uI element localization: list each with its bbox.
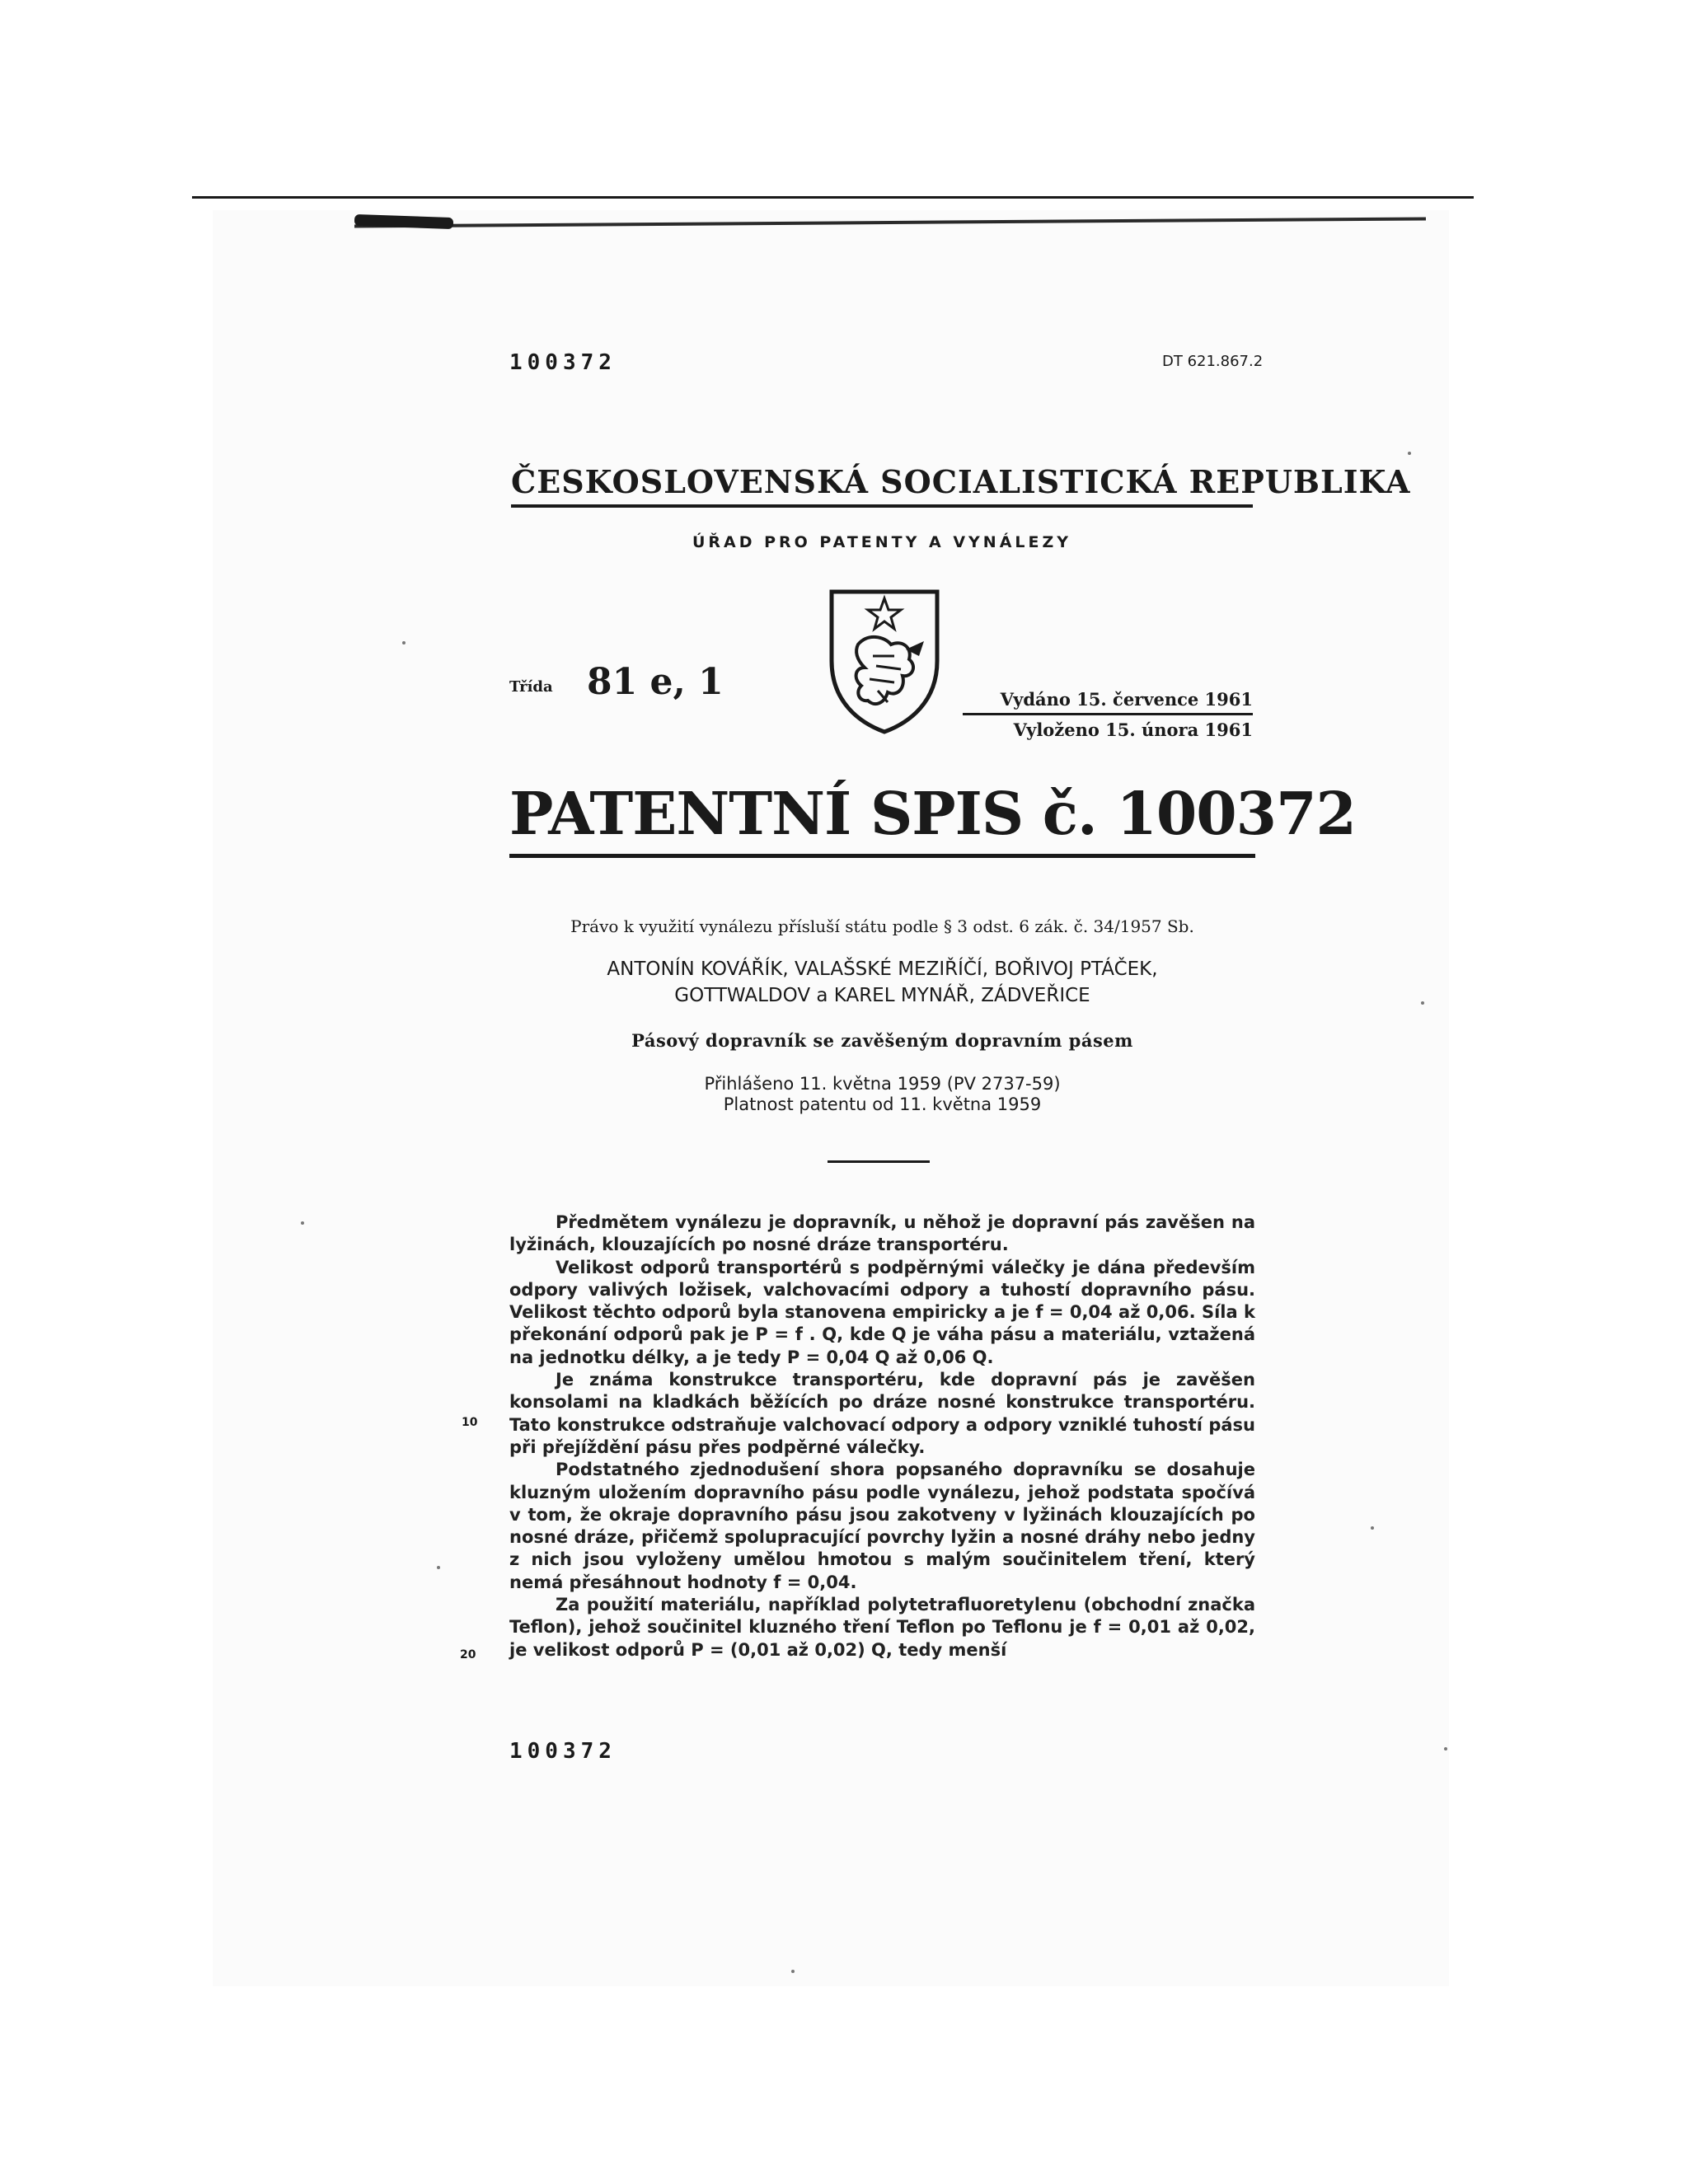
authors-block	[509, 956, 1255, 1009]
scan-speck	[1408, 452, 1411, 455]
invention-subject: Pásový dopravník se zavěšeným dopravním pásem	[631, 1030, 1133, 1051]
patent-validity: Platnost patentu od 11. května 1959	[723, 1094, 1042, 1114]
issued-date: Vydáno 15. července 1961	[963, 689, 1253, 715]
body-paragraph: Podstatného zjednodušení shora popsaného dopravníku se dosahuje kluzným uložením dopravního pásu podle vynálezu, jehož podstata spočívá v tom, že okraje dopravního pásu jsou zakotveny v lyžinách klouzajících po nosné dráze, přičemž spolupracující povrchy lyžin a nosné dráhy nebo jedny z nich jsou vyloženy umělou hmotou s malým součinitelem tření, který nemá přesáhnout hodnoty f = 0,04.	[509, 1460, 1255, 1592]
authors-line-1: ANTONÍN KOVÁŘÍK, VALAŠSKÉ MEZIŘÍČÍ, BOŘIVOJ PTÁČEK,	[607, 958, 1158, 980]
rights-note: Právo k využití vynálezu přísluší státu podle § 3 odst. 6 zák. č. 34/1957 Sb.	[570, 916, 1194, 936]
scan-speck	[791, 1970, 795, 1973]
scan-speck	[1444, 1747, 1447, 1750]
authors-line-2: GOTTWALDOV a KAREL MYNÁŘ, ZÁDVEŘICE	[674, 985, 1090, 1006]
header-number: 100372	[509, 350, 617, 375]
scan-speck	[437, 1566, 440, 1569]
line-number-20: 20	[460, 1648, 476, 1661]
section-divider	[828, 1160, 930, 1163]
patent-title: PATENTNÍ SPIS č. 100372	[509, 779, 1356, 848]
masthead-rule	[511, 504, 1253, 508]
scan-speck	[1371, 1526, 1374, 1530]
footer-number: 100372	[509, 1739, 617, 1764]
body-paragraph: Je známa konstrukce transportéru, kde dopravní pás je zavěšen konsolami na kladkách běžících po dráze nosné konstrukce transportéru. Tato konstrukce odstraňuje valchovací odpory a odpory vzniklé tuhostí pásu při přejíždění pásu přes podpěrné válečky.	[509, 1370, 1255, 1457]
republic-heading: ČESKOSLOVENSKÁ SOCIALISTICKÁ REPUBLIKA	[511, 463, 1411, 500]
filing-date: Přihlášeno 11. května 1959 (PV 2737-59)	[704, 1074, 1061, 1094]
scan-speck	[402, 641, 406, 644]
state-emblem-icon	[827, 587, 942, 735]
body-paragraph: Za použití materiálu, například polytetrafluoretylenu (obchodní značka Teflon), jehož součinitel kluzného tření Teflon po Teflonu je f = 0,01 až 0,02, je velikost odporů P = (0,01 až 0,02) Q, tedy menší	[509, 1595, 1255, 1660]
line-number-10: 10	[462, 1416, 478, 1429]
page-top-rule	[192, 196, 1474, 199]
body-paragraph: Předmětem vynálezu je dopravník, u něhož je dopravní pás zavěšen na lyžinách, klouzajících po nosné dráze transportéru.	[509, 1212, 1255, 1255]
laid-open-date: Vyloženo 15. února 1961	[1013, 719, 1253, 740]
filing-block	[509, 1074, 1255, 1115]
class-value: 81 e, 1	[587, 661, 724, 703]
scan-speck	[1421, 1001, 1424, 1005]
body-paragraph: Velikost odporů transportérů s podpěrnými válečky je dána především odpory valivých ložisek, valchovacími odpory a tuhostí dopravního pásu. Velikost těchto odporů byla stanovena empiricky a je f = 0,04 až 0,06. Síla k překonání odporů pak je P = f . Q, kde Q je váha pásu a materiálu, vztažená na jednotku délky, a je tedy P = 0,04 Q až 0,06 Q.	[509, 1257, 1255, 1367]
office-heading: ÚŘAD PRO PATENTY A VYNÁLEZY	[692, 533, 1072, 551]
scan-speck	[301, 1221, 304, 1225]
description-body	[509, 1212, 1255, 1661]
class-label: Třída	[509, 678, 553, 696]
header-dt-code: DT 621.867.2	[1162, 353, 1264, 370]
title-rule	[509, 854, 1255, 858]
